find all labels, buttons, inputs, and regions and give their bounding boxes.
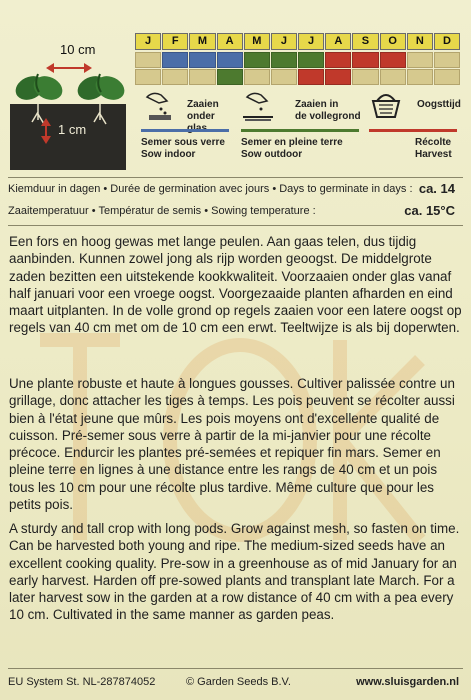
- description-dutch: Een fors en hoog gewas met lange peulen. Aan gaas telen, dus tijdig aanbinden. Kunnen zowel jong als rijp worden geoogst. De middelgrote zaden bezitten een uitstekende kookkwaliteit. Voorzaaien onder glas vanaf half januari voor een vroege oogst. Voorgezaaide planten afharden en eind maart uitplanten. In de volle grond op regels zaaien voor een latere oogst op regels van 40 cm met om de 10 cm een erwt. Teeltwijze is als bij doperwten.: [9, 234, 462, 336]
- legend-harvest-en: Harvest: [415, 149, 452, 160]
- legend-sow-outdoor: [237, 85, 362, 175]
- temperature-label: Zaaitemperatuur • Températur de semis • Sowing temperature :: [8, 205, 316, 217]
- cell-sow-indoor: [162, 52, 188, 68]
- spacing-diagram: [8, 32, 128, 172]
- legend-indoor-line2: onder: [187, 111, 215, 122]
- month-label: D: [434, 33, 460, 50]
- month-label: S: [352, 33, 378, 50]
- month-label: A: [325, 33, 351, 50]
- legend-harvest-fr: Récolte: [415, 137, 452, 148]
- month-label: N: [407, 33, 433, 50]
- cell: [434, 69, 460, 85]
- cell-harvest: [325, 52, 351, 68]
- month-label: M: [244, 33, 270, 50]
- temperature-value: ca. 15°C: [404, 203, 455, 218]
- cell: [189, 69, 215, 85]
- cell-sow-indoor: [189, 52, 215, 68]
- cell-harvest: [325, 69, 351, 85]
- description-french: Une plante robuste et haute à longues gousses. Cultiver palissée contre un grillage, donc attacher les tiges à temps. Les pois peuvent se récolter aussi bien à l'état jeune que mûrs. Les pois moyens ont d'excellente qualité de cuisson. Pré-semer sous verre à partir de la mi-janvier pour une récolte précoce. Endurcir les plantes pré-semées et repiquer fin mars. Semer en pleine terre en lignes à une distance entre les rangs de 40 cm et un pois tous les 10 cm pour une récolte plus tardive. Même culture que pour les petits pois.: [9, 376, 455, 513]
- company-name: © Garden Seeds B.V.: [186, 676, 291, 688]
- eu-system-code: EU System St. NL-287874052: [8, 676, 156, 688]
- month-label: J: [298, 33, 324, 50]
- legend-indoor-fr: Semer sous verre: [141, 137, 225, 148]
- cell-sow-outdoor: [271, 52, 297, 68]
- calendar-legend: [135, 85, 461, 175]
- divider: [8, 225, 463, 226]
- legend-sow-indoor: [135, 85, 235, 175]
- cell-harvest: [380, 52, 406, 68]
- cell: [162, 69, 188, 85]
- cell: [135, 69, 161, 85]
- month-label: A: [217, 33, 243, 50]
- cell: [352, 69, 378, 85]
- month-label: M: [189, 33, 215, 50]
- website-link[interactable]: www.sluisgarden.nl: [356, 676, 459, 688]
- legend-indoor-line1: Zaaien: [187, 99, 219, 110]
- legend-harvest-bar: [369, 129, 457, 132]
- sowing-calendar: [135, 33, 461, 86]
- cell: [407, 69, 433, 85]
- temperature-row: [8, 205, 463, 217]
- cell-sow-outdoor: [298, 52, 324, 68]
- month-label: O: [380, 33, 406, 50]
- legend-outdoor-fr: Semer en pleine terre: [241, 137, 343, 148]
- month-label: F: [162, 33, 188, 50]
- description-english: A sturdy and tall crop with long pods. Grow against mesh, so fasten on time. Can be harvested both young and ripe. The medium-sized seeds have an excellent cooking quality. Pre-sow in a greenhouse as of mid January for an early harvest. Harden off pre-sowed plants and transplant late March. For a later harvest sow in the garden at a row distance of 40 cm with a pea every 10 cm. Cultivated in the same manner as garden peas.: [9, 521, 460, 623]
- divider: [8, 668, 463, 669]
- calendar-row-2: [135, 69, 461, 85]
- row-distance-label: 10 cm: [60, 42, 96, 57]
- cell-sow-outdoor: [217, 69, 243, 85]
- cell-harvest: [352, 52, 378, 68]
- legend-harvest-title: Oogsttijd: [417, 99, 461, 110]
- cell-harvest: [298, 69, 324, 85]
- legend-outdoor-bar: [241, 129, 359, 132]
- hand-soil-icon: [241, 87, 275, 121]
- cell: [407, 52, 433, 68]
- cell: [135, 52, 161, 68]
- cell: [244, 69, 270, 85]
- hand-sowing-icon: [143, 87, 173, 121]
- calendar-bars: [135, 52, 461, 85]
- month-label: J: [271, 33, 297, 50]
- depth-label: 1 cm: [58, 122, 87, 137]
- legend-indoor-bar: [141, 129, 229, 132]
- cell: [434, 52, 460, 68]
- legend-indoor-en: Sow indoor: [141, 149, 196, 160]
- legend-harvest: [367, 85, 461, 175]
- legend-outdoor-line1: Zaaien in: [295, 99, 339, 110]
- germination-label: Kiemduur in dagen • Durée de germination avec jours • Days to germinate in days :: [8, 183, 413, 195]
- legend-outdoor-en: Sow outdoor: [241, 149, 303, 160]
- month-label: J: [135, 33, 161, 50]
- calendar-row-1: [135, 52, 461, 68]
- month-header: [135, 33, 461, 50]
- cell: [380, 69, 406, 85]
- legend-outdoor-line2: de vollegrond: [295, 111, 361, 122]
- germination-row: [8, 183, 463, 195]
- cell-sow-outdoor: [244, 52, 270, 68]
- germination-value: ca. 14: [418, 181, 455, 196]
- basket-icon: [369, 87, 403, 121]
- divider: [8, 177, 463, 178]
- cell: [271, 69, 297, 85]
- cell-sow-indoor: [217, 52, 243, 68]
